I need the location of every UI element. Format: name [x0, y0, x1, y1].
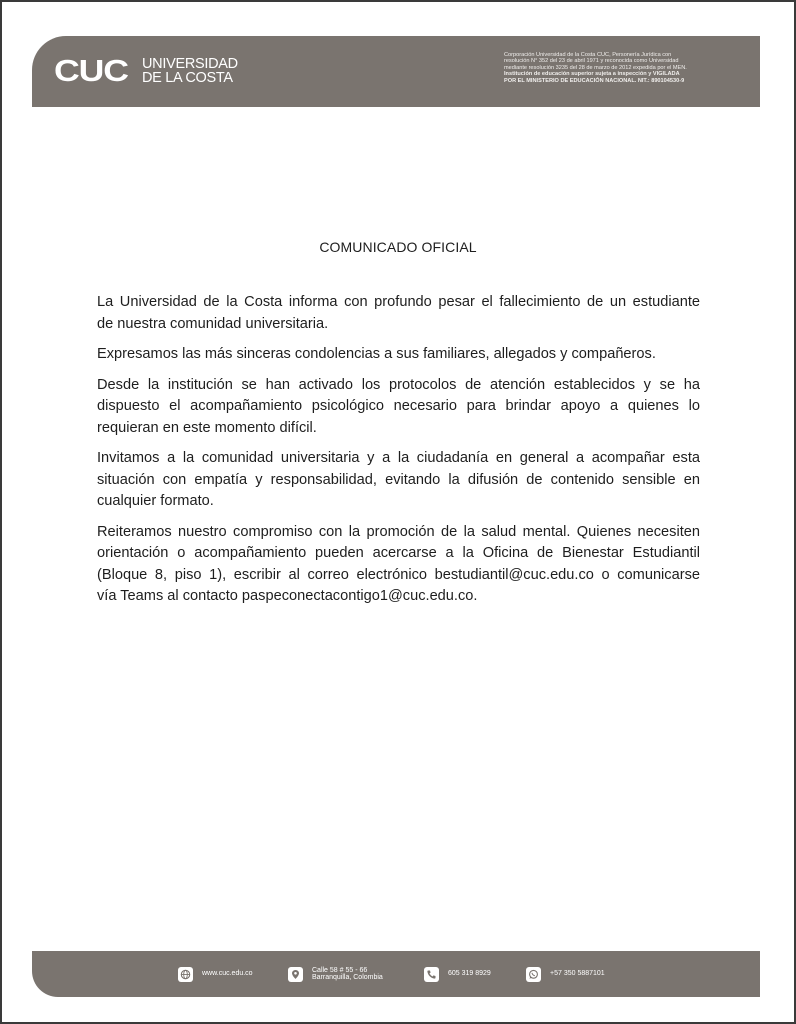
university-logo [54, 55, 238, 87]
text-line: vía Teams al contacto paspeconectacontigo1@cuc.edu.co. [97, 588, 478, 604]
legal-bold-line: POR EL MINISTERIO DE EDUCACIÓN NACIONAL. NIT.: 890104530-9 [504, 77, 685, 84]
legal-line: Corporación Universidad de la Costa CUC, Personería Jurídica con [504, 52, 672, 58]
paragraph [97, 375, 700, 440]
text-line: Desde la institución se han activado los protocolos de atención establecidos y se ha [97, 376, 700, 393]
text-line: Expresamos las más sinceras condolencias a sus familiares, allegados y compañeros. [97, 346, 656, 362]
letterhead-footer [32, 951, 760, 997]
logo-wordmark [142, 57, 238, 85]
text-line: requieran en este momento difícil. [97, 419, 317, 436]
paragraph [97, 344, 700, 366]
logo-line-1: UNIVERSIDAD [142, 56, 238, 72]
document-title: COMUNICADO OFICIAL [319, 239, 477, 255]
legal-notice [504, 52, 746, 84]
legal-line: resolución N° 352 del 23 de abril 1971 y reconocida como Universidad [504, 58, 679, 65]
location-pin-icon [288, 967, 303, 982]
footer-website[interactable] [178, 951, 253, 997]
legal-bold-line: Institución de educación superior sujeta a inspección y VIGILADA [504, 71, 680, 78]
text-line: Invitamos a la comunidad universitaria y a la ciudadanía en general a acompañar esta [97, 450, 700, 466]
document-body [97, 292, 700, 617]
logo-mark: CUC [54, 53, 128, 88]
footer-address [288, 951, 383, 997]
text-line: dispuesto el acompañamiento psicológico necesario para brindar apoyo a quienes lo [97, 398, 700, 414]
text-line: Reiteramos nuestro compromiso con la promoción de la salud mental. Quienes necesiten [97, 523, 700, 540]
text-line: orientación o acompañamiento pueden acercarse a la Oficina de Bienestar Estudiantil [97, 545, 700, 561]
whatsapp-text: +57 350 5887101 [550, 970, 605, 978]
address-line-1: Calle 58 # 55 - 66 [312, 966, 368, 974]
letterhead-header [32, 36, 760, 107]
text-line: situación con empatía y responsabilidad, evitando la difusión de contenido sensible en [97, 471, 700, 488]
address-line-2: Barranquilla, Colombia [312, 974, 383, 981]
paragraph [97, 448, 700, 513]
paragraph [97, 522, 700, 608]
logo-line-2: DE LA COSTA [142, 70, 233, 86]
web-icon [178, 967, 193, 982]
text-line: (Bloque 8, piso 1), escribir al correo electrónico bestudiantil@cuc.edu.co o comunicarse [97, 566, 700, 583]
phone-icon [424, 967, 439, 982]
website-text: www.cuc.edu.co [202, 970, 253, 978]
footer-phone[interactable] [424, 951, 491, 997]
paragraph [97, 292, 700, 335]
legal-line: mediante resolución 3235 del 28 de marzo de 2012 expedida por el MEN. [504, 64, 687, 71]
phone-text: 605 319 8929 [448, 970, 491, 978]
text-line: cualquier formato. [97, 493, 214, 509]
text-line: La Universidad de la Costa informa con profundo pesar el fallecimiento de un estudiante [97, 294, 700, 310]
whatsapp-icon [526, 967, 541, 982]
footer-whatsapp[interactable] [526, 951, 605, 997]
text-line: de nuestra comunidad universitaria. [97, 315, 329, 332]
